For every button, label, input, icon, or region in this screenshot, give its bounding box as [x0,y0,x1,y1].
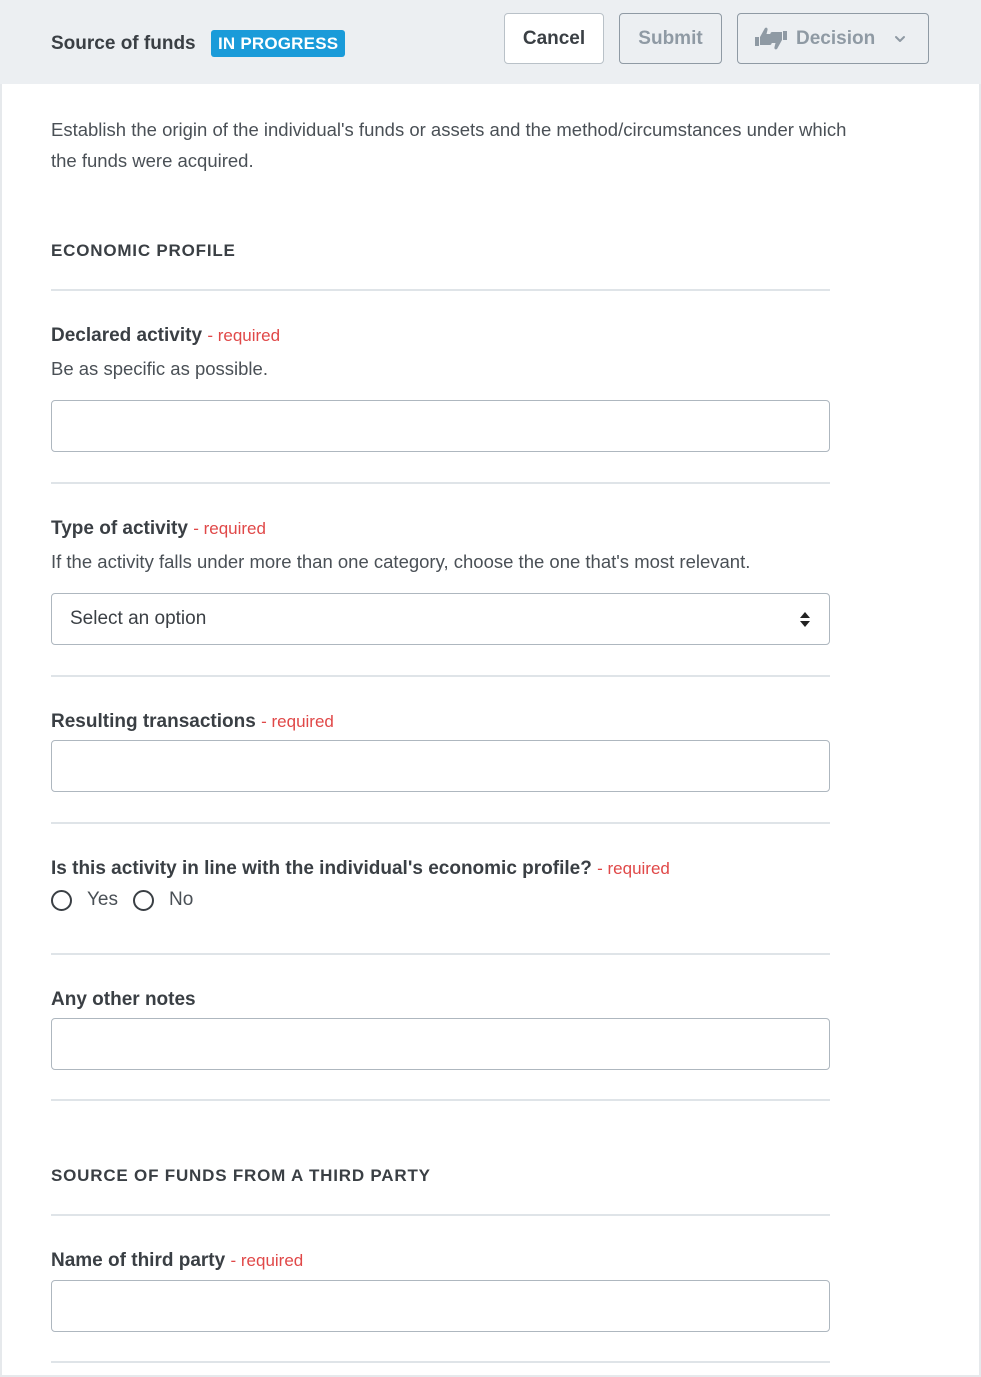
economic-profile-question-label [51,858,670,880]
section-heading-economic-profile: ECONOMIC PROFILE [51,241,236,260]
third-party-name-label [51,1250,303,1272]
divider [51,482,830,484]
divider [51,675,830,677]
radio-no[interactable] [133,889,193,911]
divider [51,953,830,955]
third-party-name-input[interactable] [51,1280,830,1332]
sort-arrows-icon [799,611,811,628]
economic-profile-question-text: Is this activity in line with the individual's economic profile? [51,858,592,879]
divider [51,1214,830,1216]
select-value: Select an option [70,608,207,629]
declared-activity-label [51,325,280,347]
radio-button[interactable] [51,890,72,911]
required-indicator: - required [207,326,281,345]
required-indicator: - required [193,519,266,538]
radio-label-no: No [169,889,194,910]
radio-label-yes: Yes [87,889,118,910]
cancel-button[interactable]: Cancel [504,13,604,64]
third-party-name-label-text: Name of third party [51,1250,226,1271]
chevron-down-icon [893,32,907,46]
resulting-transactions-label [51,711,334,733]
section-heading-third-party: SOURCE OF FUNDS FROM A THIRD PARTY [51,1166,431,1185]
required-indicator: - required [261,712,334,731]
declared-activity-input[interactable] [51,400,830,452]
radio-yes[interactable] [51,889,118,911]
thumbs-up-down-icon [754,24,788,54]
page-header [0,0,981,84]
divider [51,1099,830,1101]
resulting-transactions-label-text: Resulting transactions [51,711,256,732]
divider [51,1361,830,1363]
decision-label: Decision [796,27,876,49]
type-of-activity-select[interactable] [51,593,830,645]
declared-activity-label-text: Declared activity [51,325,203,346]
declared-activity-hint: Be as specific as possible. [51,358,268,379]
resulting-transactions-input[interactable] [51,740,830,792]
type-of-activity-label [51,518,266,540]
page-title: Source of funds [51,33,196,54]
radio-button[interactable] [133,890,154,911]
required-indicator: - required [597,859,670,878]
divider [51,289,830,291]
type-of-activity-label-text: Type of activity [51,518,188,539]
economic-profile-radio-group [51,889,208,911]
required-indicator: - required [230,1251,304,1270]
intro-description: Establish the origin of the individual's funds or assets and the method/circumstances under which the funds were acquired. [51,119,847,171]
type-of-activity-hint: If the activity falls under more than one category, choose the one that's most relevant. [51,551,751,572]
submit-button[interactable]: Submit [619,13,722,64]
divider [51,822,830,824]
decision-dropdown-button[interactable] [737,13,929,64]
other-notes-label: Any other notes [51,989,196,1010]
status-badge: IN PROGRESS [211,30,345,57]
other-notes-input[interactable] [51,1018,830,1070]
